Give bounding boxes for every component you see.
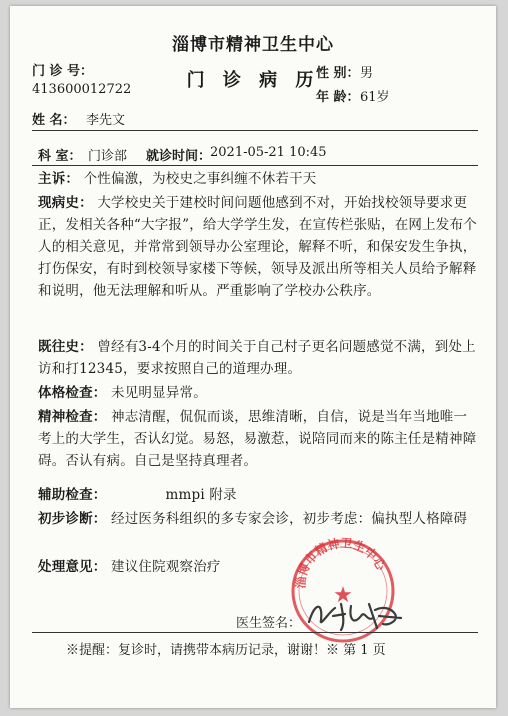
mental-exam-label: 精神检查： <box>38 409 107 425</box>
mental-exam-text: 神志清醒，侃侃而谈，思维清晰，自信，说是当年当地唯一考上的大学生，否认幻觉。易怒，易激惹，说陪同而来的陈主任是精神障碍。否认有病。自己是坚持真理者。 <box>38 409 477 469</box>
preliminary-diagnosis-text: 经过医务科组织的多专家会诊，初步考虑：偏执型人格障碍 <box>111 511 468 527</box>
name-label: 姓 名： <box>32 113 76 128</box>
gender-label: 性 别： <box>316 66 360 81</box>
past-history <box>38 336 478 380</box>
preliminary-diagnosis-label: 初步诊断： <box>38 511 107 527</box>
footer-divider <box>32 632 478 633</box>
age-value: 61岁 <box>360 90 390 105</box>
age-label: 年 龄： <box>316 90 360 105</box>
auxiliary-exam-label: 辅助检查： <box>38 487 107 503</box>
treatment-plan-label: 处理意见： <box>38 559 107 575</box>
auxiliary-exam-text: mmpi 附录 <box>165 487 237 503</box>
treatment-plan-text: 建议住院观察治疗 <box>111 559 221 575</box>
physical-exam-text: 未见明显异常。 <box>111 385 207 401</box>
chief-complaint-label: 主诉： <box>38 171 80 187</box>
record-title: 门 诊 病 历 <box>186 70 320 91</box>
medical-record-page <box>10 6 496 708</box>
visit-time-value: 2021-05-21 10:45 <box>210 145 327 160</box>
doctor-signature <box>305 594 405 634</box>
present-illness <box>38 192 478 302</box>
visit-divider <box>32 165 478 166</box>
header-divider <box>32 130 478 131</box>
present-illness-text: 大学校史关于建校时间问题他感到不对，开始找校领导要求更正，发相关各种“大字报”，给大学学生发，在宣传栏张贴，在网上发布个人的相关意见，并常常到领导办公室理论，解释不听，和保安发生争执，打伤保安，有时到校领导家楼下等候，领导及派出所等相关人员给予解释和说明，他无法理解和听从。严重影响了学校办公秩序。 <box>38 195 477 299</box>
present-illness-label: 现病史： <box>38 195 93 211</box>
record-id-value: 413600012722 <box>32 82 132 97</box>
past-history-text: 曾经有3-4个月的时间关于自己村子更名问题感觉不满，到处上访和打12345，要求按照自己的道理办理。 <box>38 339 476 377</box>
stamp-text: 淄博市精神卫生中心 <box>293 536 389 589</box>
treatment-plan <box>38 556 478 578</box>
past-history-label: 既往史： <box>38 339 93 355</box>
physical-exam <box>38 382 478 404</box>
visit-time-label: 就诊时间： <box>146 149 212 164</box>
record-id-label: 门 诊 号： <box>32 64 94 79</box>
chief-complaint-text: 个性偏激，为校史之事纠缠不休若干天 <box>83 171 317 187</box>
hospital-name: 淄博市精神卫生中心 <box>172 35 334 55</box>
auxiliary-exam <box>38 484 478 506</box>
stamp-star-icon: ★ <box>333 583 353 608</box>
name-value: 李先文 <box>86 113 126 128</box>
dept-label: 科 室： <box>38 149 82 164</box>
preliminary-diagnosis <box>38 508 478 530</box>
dept-value: 门诊部 <box>88 149 128 164</box>
revisit-reminder: ※提醒：复诊时，请携带本病历记录，谢谢！※ 第 1 页 <box>66 643 386 658</box>
svg-text:淄博市精神卫生中心 <box>293 536 390 589</box>
chief-complaint <box>38 168 478 190</box>
gender-value: 男 <box>360 66 374 81</box>
physical-exam-label: 体格检查： <box>38 385 107 401</box>
doctor-signature-label: 医生签名： <box>236 616 302 631</box>
mental-exam <box>38 406 478 472</box>
